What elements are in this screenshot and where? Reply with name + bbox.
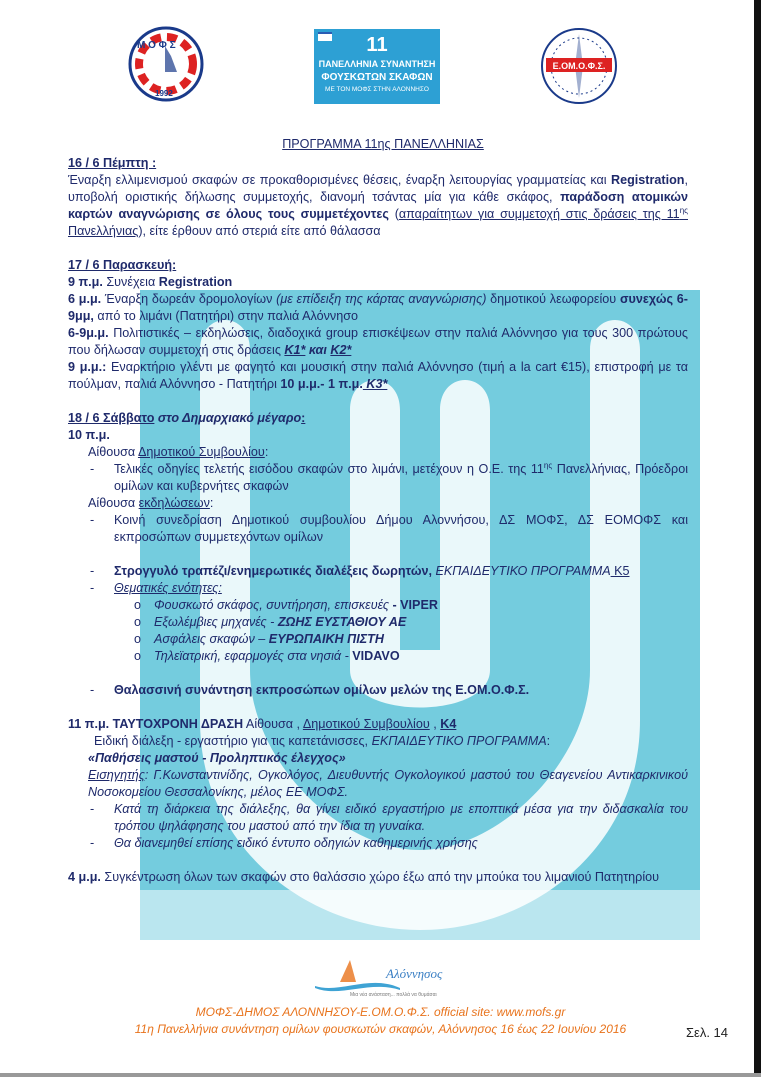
day3-time-11: 11 π.μ. ΤΑΥΤΟΧΡΟΝΗ ΔΡΑΣΗ Αίθουσα , Δημοτικού Συμβουλίου , K4 [68,717,457,731]
mofs-logo-letters: Μ Ο Φ Σ [137,40,176,51]
programme-content [68,136,688,886]
day3-heading: 18 / 6 Σάββατο στο Δημαρχιακό μέγαρο: [68,411,306,425]
topic-item: o Εξωλέμβιες μηχανές - ΖΩΗΣ ΕΥΣΤΑΘΙΟΥ ΑΕ [134,615,407,629]
topic-item: o Ασφάλεις σκαφών – ΕΥΡΩΠΑΙΚΗ ΠΙΣΤΗ [134,632,384,646]
mofs-logo [125,26,207,102]
topic-item: o Φουσκωτό σκάφος, συντήρηση, επισκευές - VIPER [134,598,438,612]
footer-line2: 11η Πανελλήνια συνάντηση ομίλων φουσκωτών σκαφών, Αλόννησος 16 έως 22 Ιουνίου 2016 [134,1022,627,1036]
page-number: Σελ. 14 [686,1025,729,1040]
eomofs-logo [536,26,622,108]
alonissos-logo [310,954,450,1000]
bullet-leaflet: - Θα διανεμηθεί επίσης ειδικό έντυπο οδηγιών καθημερινής χρήσης [90,836,478,850]
day2-line-party: 9 μ.μ.: Εναρκτήριο γλέντι με φαγητό και μουσική στην παλιά Αλόννησο (τιμή a la cart €15), επιστροφή με τα πούλμαν, παλιά Αλόννησο - Πατητήρι 10 μ.μ.- 1 π.μ. K3* [68,360,688,391]
day2-line-buses: 6 μ.μ. Έναρξη δωρεάν δρομολογίων (με επίδειξη της κάρτας αναγνώρισης) δημοτικού λεωφορείου συνεχώς 6-9μμ, από το λιμάνι (Πατητήρι) στην παλιά Αλόννησο [68,292,688,323]
day2-heading: 17 / 6 Παρασκευή: [68,258,177,272]
day2-line-cultural: 6-9μ.μ. Πολιτιστικές – εκδηλώσεις, διαδοχικά group επισκέψεων στην παλιά Αλόννησο για τους 300 πρώτους που δήλωσαν συμμετοχή στις δράσεις K1* και K2* [68,326,688,357]
bullet-thematic-units: - Θεματικές ενότητες: [90,581,222,595]
page-border-right [754,0,761,1077]
event-logo-line1: ΠΑΝΕΛΛΗΝΙΑ ΣΥΝΑΝΤΗΣΗ [318,59,436,69]
bullet-round-table: - Στρογγυλό τραπέζι/ενημερωτικές διαλέξεις δωρητών, ΕΚΠΑΙΔΕΥΤΙΚΟ ΠΡΟΓΡΑΜΜΑ K5 [90,564,630,578]
alonissos-tagline: Μια νέα ανάσταση... πολλά να θυμάσαι [350,992,437,998]
event-logo-line3: ΜΕ ΤΟΝ ΜΟΦΣ ΣΤΗΝ ΑΛΟΝΝΗΣΟ [325,86,429,93]
bullet-final-instructions: - Τελικές οδηγίες τελετής εισόδου σκαφών στο λιμάνι, μετέχουν η Ο.Ε. της $11^{\eta\varsigma}$ Πανελλήνιας, Πρόεδροι ομίλων και κυβερνήτες σκαφών [90,460,688,493]
event-logo-line2: ΦΟΥΣΚΩΤΩΝ ΣΚΑΦΩΝ [321,72,433,83]
bullet-workshop: - Κατά τη διάρκεια της διάλεξης, θα γίνει ειδικό εργαστήριο με εποπτικά μέσα για την διδασκαλία του τρόπου ψηλάφησης του μαστού από την ίδια τη γυναίκα. [90,802,688,833]
event-logo [314,29,440,104]
eomofs-logo-text: Ε.ΟΜ.Ο.Φ.Σ. [552,61,606,71]
mofs-logo-year: 1992 [155,89,173,98]
page-title: ΠΡΟΓΡΑΜΜΑ 11ης ΠΑΝΕΛΛΗΝΙΑΣ [282,137,484,151]
hall-council-label: Αίθουσα Δημοτικού Συμβουλίου: [88,445,269,459]
day2-line-registration: 9 π.μ. Συνέχεια Registration [68,275,233,289]
topic-item: o Τηλεϊατρική, εφαρμογές στα νησιά - VIDAVO [134,649,400,663]
lecture-subject: «Παθήσεις μαστού - Προληπτικός έλεγχος» [88,751,346,765]
bullet-sea-meeting: - Θαλασσινή συνάντηση εκπροσώπων ομίλων μελών της Ε.ΟΜ.Ο.Φ.Σ. [90,683,530,697]
page-border-bottom [0,1073,761,1077]
lecture-line: Ειδική διάλεξη - εργαστήριο για τις καπετάνισσες, ΕΚΠΑΙΔΕΥΤΙΚΟ ΠΡΟΓΡΑΜΜΑ: [94,734,551,748]
hall-events-label: Αίθουσα εκδηλώσεων: [88,496,214,510]
day1-heading: 16 / 6 Πέμπτη : [68,156,157,170]
alonissos-logo-text: Αλόννησος [386,966,443,981]
final-gathering: 4 μ.μ. Συγκέντρωση όλων των σκαφών στο θαλάσσιο χώρο έξω από την μπούκα του λιμανιού Πατητηρίου [68,870,660,884]
bullet-joint-meeting: - Κοινή συνεδρίαση Δημοτικού συμβουλίου Δήμου Αλοννήσου, ΔΣ ΜΟΦΣ, ΔΣ ΕΟΜΟΦΣ και εκπροσώπων συμμετεχόντων ομίλων [90,513,688,544]
day1-text: Έναρξη ελλιμενισμού σκαφών σε προκαθορισμένες θέσεις, έναρξη λειτουργίας γραμματείας και Registration, υποβολή οριστικής δήλωσης συμμετοχής, διανομή τσάντας μία για κάθε σκάφος, παράδοση ατομικών καρτών αναγνώρισης σε όλους τους συμμετέχοντες (απαραίτητων για συμμετοχή στις δράσεις της $11^{\eta\varsigma}$ Πανελλήνιας), είτε έρθουν από στεριά είτε από θάλασσα [68,173,688,238]
event-logo-number: 11 [366,34,388,56]
lecture-speaker: Εισηγητής: Γ.Κωνσταντινίδης, Ογκολόγος, Διευθυντής Ογκολογικού μαστού του Θεαγενείου Αντικαρκινικού Νοσοκομείου Θεσσαλονίκης, μέλος ΕΕ ΜΟΦΣ. [88,768,688,799]
day3-time-10: 10 π.μ. [68,428,110,442]
footer-line1: ΜΟΦΣ-ΔΗΜΟΣ ΑΛΟΝΝΗΣΟΥ-Ε.ΟΜ.Ο.Φ.Σ. official site: www.mofs.gr [195,1005,566,1019]
